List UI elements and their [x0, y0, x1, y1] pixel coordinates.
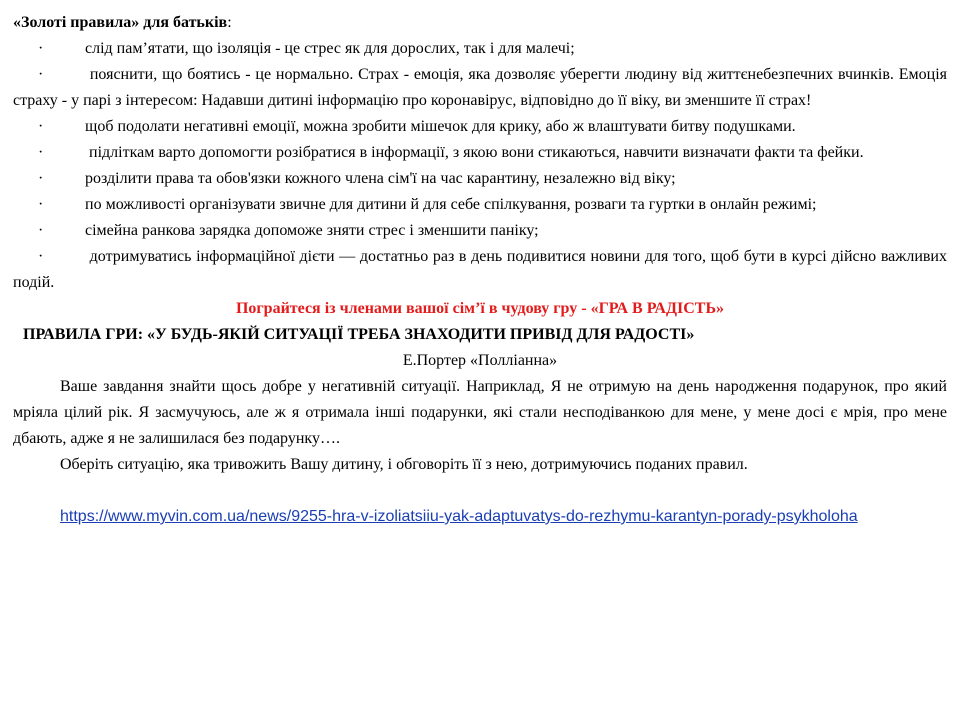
- bullet-text: слід пам’ятати, що ізоляція - це стрес як для дорослих, так і для малечі;: [85, 40, 575, 57]
- bullet-item: [13, 140, 947, 166]
- blank-line: [13, 478, 947, 504]
- bullet-text: розділити права та обов'язки кожного члена сім'ї на час карантину, незалежно від віку;: [85, 170, 676, 187]
- book-attribution: Е.Портер «Полліанна»: [402, 352, 558, 369]
- bullet-mark: ·: [38, 248, 44, 265]
- bullet-mark: ·: [38, 196, 44, 213]
- bullet-item: [13, 244, 947, 296]
- bullet-text: щоб подолати негативні емоції, можна зробити мішечок для крику, або ж влаштувати битву подушками.: [85, 118, 796, 135]
- bullet-item: [13, 114, 947, 140]
- bullet-mark: ·: [38, 40, 44, 57]
- title-bold-text: «Золоті правила» для батьків: [13, 14, 228, 31]
- bullet-item: [13, 166, 947, 192]
- rules-heading: ПРАВИЛА ГРИ: «У БУДЬ-ЯКІЙ СИТУАЦІЇ ТРЕБА ЗНАХОДИТИ ПРИВІД ДЛЯ РАДОСТІ»: [23, 326, 695, 343]
- game-heading: Пограйтеся із членами вашої сім’ї в чудову гру - «ГРА В РАДІСТЬ»: [235, 300, 725, 317]
- bullet-mark: ·: [38, 144, 44, 161]
- choose-situation-paragraph: Оберіть ситуацію, яка тривожить Вашу дитину, і обговоріть її з нею, дотримуючись поданих правил.: [60, 456, 748, 473]
- bullet-mark: ·: [38, 118, 44, 135]
- bullet-item: [13, 36, 947, 62]
- bullet-item: [13, 62, 947, 114]
- title-colon: :: [227, 14, 232, 31]
- source-link-paragraph: [13, 504, 947, 530]
- document-body: [13, 10, 947, 530]
- bullet-mark: ·: [38, 66, 44, 83]
- bullet-item: [13, 192, 947, 218]
- task-paragraph: Ваше завдання знайти щось добре у негативній ситуації. Наприклад, Я не отримую на день народження подарунок, про який мріяла цілий рік. Я засмучуюсь, але ж я отримала інші подарунки, які стали несподіванкою для мене, у мене досі є мрія, про мене дбають, адже я не залишилася без подарунку….: [13, 378, 947, 447]
- source-link[interactable]: https://www.myvin.com.ua/news/9255-hra-v-izoliatsiiu-yak-adaptuvatys-do-rezhymu-karantyn-porady-psykholoha: [60, 508, 858, 525]
- bullet-text: підліткам варто допомогти розібратися в інформації, з якою вони стикаються, навчити визначати факти та фейки.: [85, 144, 864, 161]
- bullet-mark: ·: [38, 170, 44, 187]
- bullet-text: пояснити, що боятись - це нормально. Страх - емоція, яка дозволяє уберегти людину від життєнебезпечних вчинків. Емоція страху - у парі з інтересом: Надавши дитині інформацію про коронавірус, відповідно до її віку, ви зменшите її страх!: [13, 66, 947, 109]
- bullet-text: дотримуватись інформаційної дієти — достатньо раз в день подивитися новини для того, щоб бути в курсі дійсно важливих подій.: [13, 248, 947, 291]
- parents-rules-title: [13, 10, 947, 36]
- bullet-mark: ·: [38, 222, 44, 239]
- bullet-text: по можливості організувати звичне для дитини й для себе спілкування, розваги та гуртки в онлайн режимі;: [85, 196, 817, 213]
- bullet-item: [13, 218, 947, 244]
- bullet-text: сімейна ранкова зарядка допоможе зняти стрес і зменшити паніку;: [85, 222, 539, 239]
